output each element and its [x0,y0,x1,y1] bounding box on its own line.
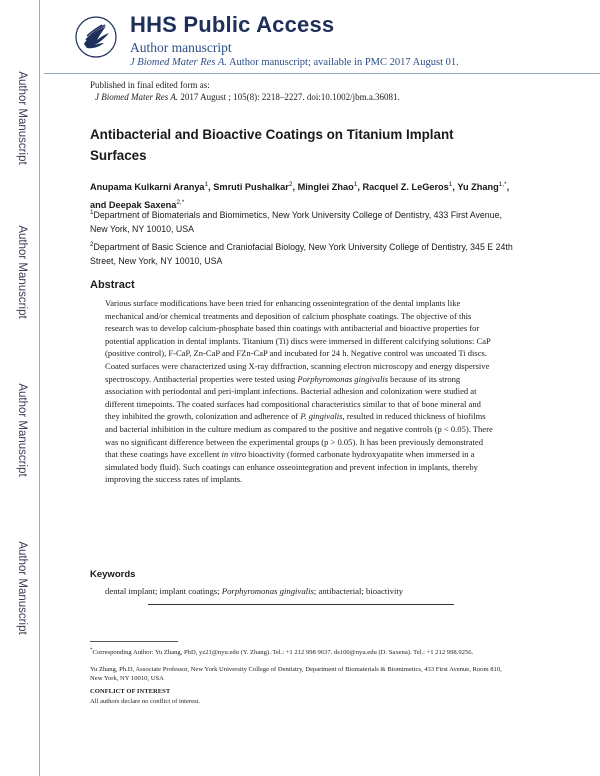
author-name: Deepak Saxena [108,200,177,211]
author-name: Anupama Kulkarni Aranya [90,182,205,193]
sidebar-label-3: Author Manuscript [16,383,28,477]
author-list: Anupama Kulkarni Aranya$^1$, Smruti Pushalkar$^2$, Minglei Zhao$^1$, Racquel Z. LeGeros$^1$, Yu Zhang$^{1,*}$, and Deepak Saxena$^{2,*}$ [90,181,510,211]
affiliation-1: $^1$Department of Biomaterials and Biomimetics, New York University College of Dentistry, 433 First Avenue, New York, NY 10010, USA [90,209,502,235]
conflict-of-interest-heading: CONFLICT OF INTEREST [90,688,171,695]
publication-citation: J Biomed Mater Res A. 2017 August ; 105(8): 2218–2227. doi:10.1002/jbm.a.36081. [95,92,400,102]
sidebar-label-1: Author Manuscript [16,71,28,165]
abstract-body: Various surface modifications have been tried for enhancing osseointegration of the dental implants like mechanical and/or chemical treatments and deposition of calcium phosphate coatings. The objective of this research was to develop calcium-phosphate based thin coatings with antibacterial and bioactive properties for potential application in dental implants. Titanium (Ti) discs were immersed in different calcifying solutions: CaP (positive control), F-CaP, Zn-CaP and FZn-CaP and incubated for 24 h. Negative control was uncoated Ti discs. Coated surfaces were characterized using X-ray diffraction, scanning electron microscopy and energy dispersive spectroscopy. Antibacterial properties were tested using Porphyromonas gingivalis because of its strong association with periodontal and peri-implant infections. Bacterial adhesion and colonization were studied at different timepoints. The coated surfaces had compositional characteristics similar to that of bone mineral and they inhibited the growth, colonization and adherence of P. gingivalis, resulted in reduced thickness of biofilms and bacterial inhibition in the culture medium as compared to the positive and negative controls (p < 0.05). There was no significant difference between the experimental groups (p > 0.05). It has been previously demonstrated that these coatings have excellent in vitro bioactivity (formed carbonate hydroxyapatite when immersed in a simulated body fluid). Such coatings can enhance osseointegration and prevent infection in implants, thereby improving the success rates of implants. [105,298,493,485]
author-name: Minglei Zhao [297,182,354,193]
published-in-label: Published in final edited form as: [90,80,210,90]
header-citation: J Biomed Mater Res A. Author manuscript; available in PMC 2017 August 01. [130,57,459,68]
hhs-eagle-logo [75,14,117,60]
keywords-divider [148,604,454,605]
conflict-of-interest-text: All authors declare no conflict of interest. [90,698,201,705]
keywords-heading: Keywords [90,569,136,580]
abstract-heading: Abstract [90,279,135,291]
keywords-list: dental implant; implant coatings; Porphyromonas gingivalis; antibacterial; bioactivity [105,586,404,596]
author-name: Racquel Z. LeGeros [362,182,449,193]
footnote-address: Yu Zhang, Ph.D, Associate Professor, New York University College of Dentistry, Department of Biomaterials & Biomimetics, 433 First Avenue, Room 810, New York, NY 10010, USA [90,666,502,682]
author-name: Yu Zhang [457,182,499,193]
article-title: Antibacterial and Bioactive Coatings on Titanium Implant Surfaces [90,127,454,163]
sidebar-divider [39,0,40,776]
affiliation-2: $^2$Department of Basic Science and Craniofacial Biology, New York University College of Dentistry, 345 E 24th Street, New York, NY 10010, USA [90,241,513,267]
author-name: Smruti Pushalkar [213,182,289,193]
sidebar-label-4: Author Manuscript [16,541,28,635]
header-divider [44,73,600,74]
footnote-divider [90,641,178,642]
sidebar-label-2: Author Manuscript [16,225,28,319]
footnote-corresponding-author: *Corresponding Author: Yu Zhang, PhD, yz21@nyu.edu (Y. Zhang). Tel.: +1 212 998 9637. ds100@nyu.edu (D. Saxena). Tel.: +1 212 998.9256. [90,648,474,657]
hhs-public-access-title: HHS Public Access [130,12,335,37]
author-manuscript-subtitle: Author manuscript [130,40,232,55]
